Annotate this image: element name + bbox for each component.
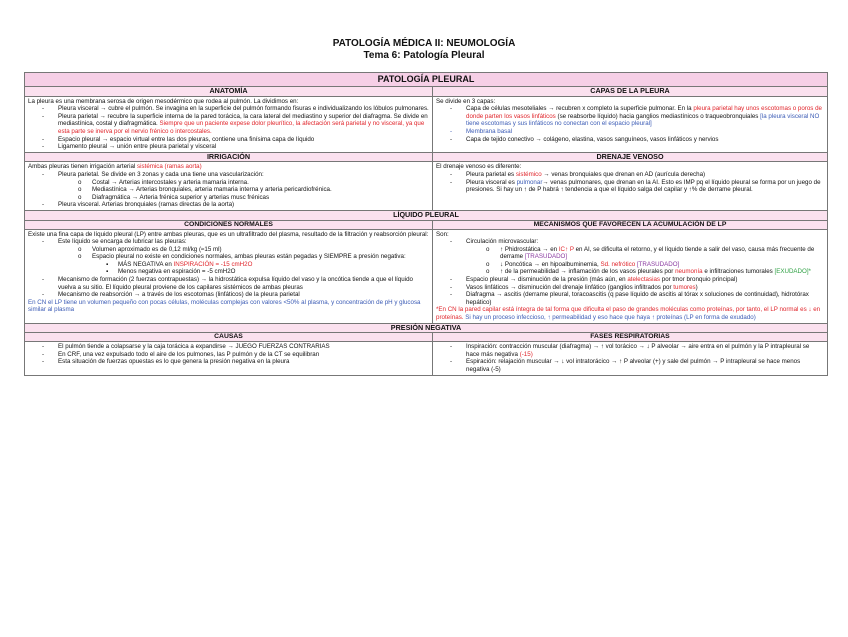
reabsorption-mechanism: - Mecanismo de reabsorción → a través de los escotomas (linfáticos) de la pleura parietal xyxy=(28,291,429,299)
layers-cell xyxy=(433,96,828,152)
fluid-intro: Existe una fina capa de líquido pleural (LP) entre ambas pleuras, que es un ultrafiltrado del plasma, resultado de la filtración y reabsorción pleural: xyxy=(28,230,429,238)
microvascular-circulation: - Circulación microvascular: xyxy=(436,238,824,246)
irrigation-diaphragmatic: o Diafragmática → Arteria frénica superior y arterias musc frénicas xyxy=(28,194,429,202)
fluid-pleural-space: o Espacio pleural no existe en condiciones normales, ambas pleuras están pegadas y SIEMPRE a presión negativa: xyxy=(28,253,429,261)
causes-cell xyxy=(25,342,433,375)
mechanisms-intro: Son: xyxy=(436,230,449,238)
fluid-lubricate: - Este líquido se encarga de lubricar las pleuras: xyxy=(28,238,429,246)
negative-pressure-header: PRESIÓN NEGATIVA xyxy=(25,323,828,333)
pleural-fluid-header: LÍQUIDO PLEURAL xyxy=(25,210,828,220)
respiratory-phases-cell xyxy=(433,342,828,375)
main-title: PATOLOGÍA PLEURAL xyxy=(25,73,828,87)
respiratory-phases-header: FASES RESPIRATORIAS xyxy=(433,333,828,342)
irrigation-visceral: - Pleura visceral. Arterias bronquiales (ramas directas de la aorta) xyxy=(28,201,429,209)
normal-fluid-note: En CN el LP tiene un volumen pequeño con pocas células, moléculas complejas con valores <50% al plasma, y concentración de pH y glucosa similar al plasma xyxy=(28,298,421,314)
drainage-visceral: - Pleura visceral es pulmonar→ venas pulmonares, que drenan en la AI. Esto es IMP pq el líquido pleural se forma por un juego de presiones. Si hay un ↑ de P habrá ↑ tendencia a que el líquido salga del capilar y ↑% de derrame pleural. xyxy=(436,179,824,194)
phase-inspiration: - Inspiración: contracción muscular (diafragma) → ↑ vol torácico → ↓ P alveolar → aire entra en el pulmón y la P intrapleural se hace más negativa (-15) xyxy=(436,343,824,358)
irrigation-costal: o Costal → Arterias intercostales y arteria mamaria interna. xyxy=(28,179,429,187)
pleural-pathology-table xyxy=(24,72,828,376)
anatomy-parietal: - Pleura parietal → recubre la superficie interna de la pared torácica, la cara lateral del mediastino y superior del diafragma. Se divide en mediastínica, costal y diafragmática. Siempre que un paciente expese dolor pleurítico, la afectación será parietal y no visceral, ya que esta parte se inerva por el nervio frénico o intercostales. xyxy=(28,113,429,136)
layers-header: CAPAS DE LA PLEURA xyxy=(433,87,828,97)
anatomy-cell xyxy=(25,96,433,152)
drainage-parietal: - Pleura parietal es sistémico → venas bronquiales que drenan en AD (aurícula derecha) xyxy=(436,171,824,179)
cause-opposing-forces: - El pulmón tiende a colapsarse y la caja torácica a expandirse → JUEGO FUERZAS CONTRARIAS xyxy=(28,343,429,351)
mechanism-pleural-space: - Espacio pleural → disminución de la presión (más aún, en atelectasias por tmor bronquio principal) xyxy=(436,276,824,284)
venous-drainage-header: DRENAJE VENOSO xyxy=(433,152,828,162)
oncotic-pressure: o ↓ Poncótica → en hipoalbuminemia, Sd. nefrótico [TRASUDADO] xyxy=(436,261,824,269)
exudate-note: *En CN la pared capilar está íntegra de tal forma que dificulta el paso de grandes moléculas como proteínas, por tanto, el LP normal es ↓ en proteínas. Si hay un proceso infeccioso, ↑ permeabilidad y eso hace que haya ↑ proteínas (LP en forma de exudado) xyxy=(436,306,821,322)
anatomy-pleural-space: - Espacio pleural → espacio virtual entre las dos pleuras, contiene una finísima capa de líquido xyxy=(28,136,429,144)
anatomy-visceral: - Pleura visceral → cubre el pulmón. Se invagina en la superficie del pulmón formando fisuras e individualizando los lóbulos pulmonares. xyxy=(28,105,429,113)
mechanisms-header: MECANISMOS QUE FAVORECEN LA ACUMULACIÓN DE LP xyxy=(433,220,828,229)
irrigation-parietal: - Pleura parietal. Se divide en 3 zonas y cada una tiene una vascularización: xyxy=(28,171,429,179)
layers-intro: Se divide en 3 capas: xyxy=(436,97,496,105)
layer-basal: - Membrana basal xyxy=(436,128,824,136)
formation-mechanism: - Mecanismo de formación (2 fuerzas contrapuestas) → la hidrostática expulsa líquido del vaso y la oncótica tiende a que el líquido vuelva a su sitio. El líquido pleural proviene de los capilares sistémicos de ambas pleuras xyxy=(28,276,429,291)
normal-conditions-header: CONDICIONES NORMALES xyxy=(25,220,433,229)
document-subtitle: Tema 6: Patología Pleural xyxy=(363,50,485,61)
venous-drainage-cell xyxy=(433,162,828,211)
causes-header: CAUSAS xyxy=(25,333,433,342)
irrigation-header: IRRIGACIÓN xyxy=(25,152,433,162)
irrigation-mediastinal: o Mediastínica → Arterias bronquiales, arteria mamaria interna y arteria pericardiofrénica. xyxy=(28,186,429,194)
anatomy-intro: La pleura es una membrana serosa de origen mesodérmico que rodea al pulmón. La dividimos en: xyxy=(28,97,299,105)
layer-mesothelial: - Capa de células mesoteliales → recubren x completo la superficie pulmonar. En la pleura parietal hay unos escotomas o poros de donde parten los vasos linfáticos (se reabsorbe líquido) hacia ganglios mediastínicos o traqueobronquiales [la pleura visceral NO tiene escotomas y sus linfáticos no conectan con el espacio pleural] xyxy=(436,105,824,128)
irrigation-intro: Ambas pleuras tienen irrigación arterial sistémica (ramas aorta) xyxy=(28,163,202,171)
mechanism-diaphragm: - Diafragma → ascitis (derrame pleural, toracoascitis (q pase líquido de ascitis al tórax x soluciones de continuidad), hidrotórax hepático) xyxy=(436,291,824,306)
mechanism-lymphatics: - Vasos linfáticos → disminución del drenaje linfático (ganglios infiltrados por tumores) xyxy=(436,284,824,292)
pressure-expiration: ▪ Menos negativa en espiración = -5 cmH2O xyxy=(28,268,429,276)
anatomy-ligament: - Ligamento pleural → unión entre pleura parietal y visceral xyxy=(28,143,429,151)
fluid-volume: o Volumen aproximado es de 0,12 ml/kg (≈15 ml) xyxy=(28,246,429,254)
pressure-inspiration: ▪ MÁS NEGATIVA en INSPIRACIÓN = -15 cmH2O xyxy=(28,261,429,269)
layer-connective: - Capa de tejido conectivo → colágeno, elastina, vasos sanguíneos, vasos linfáticos y nervios xyxy=(436,136,824,144)
cause-frc: - En CRF, una vez expulsado todo el aire de los pulmones, las P pulmón y de la CT se equilibran xyxy=(28,351,429,359)
anatomy-header: ANATOMÍA xyxy=(25,87,433,97)
cause-negative-pressure: - Esta situación de fuerzas opuestas es lo que genera la presión negativa en la pleura xyxy=(28,358,429,366)
mechanisms-cell xyxy=(433,229,828,323)
document-title: PATOLOGÍA MÉDICA II: NEUMOLOGÍA xyxy=(332,38,516,49)
hydrostatic-pressure: o ↑ Phidrostática → en IC↑ P en AI, se dificulta el retorno, y el líquido tiende a salir del vaso, causa más frecuente de derrame [TRASUDADO] xyxy=(436,246,824,261)
irrigation-cell xyxy=(25,162,433,211)
permeability: o ↑ de la permeabilidad → inflamación de los vasos pleurales por neumonía e infiltraciones tumorales [EXUDADO]* xyxy=(436,268,824,276)
normal-conditions-cell xyxy=(25,229,433,323)
phase-expiration: - Espiración: relajación muscular → ↓ vol intratorácico → ↑ P alveolar (+) y sale del pulmón → P intrapleural se hace menos negativa (-5) xyxy=(436,358,824,373)
drainage-intro: El drenaje venoso es diferente: xyxy=(436,163,522,171)
